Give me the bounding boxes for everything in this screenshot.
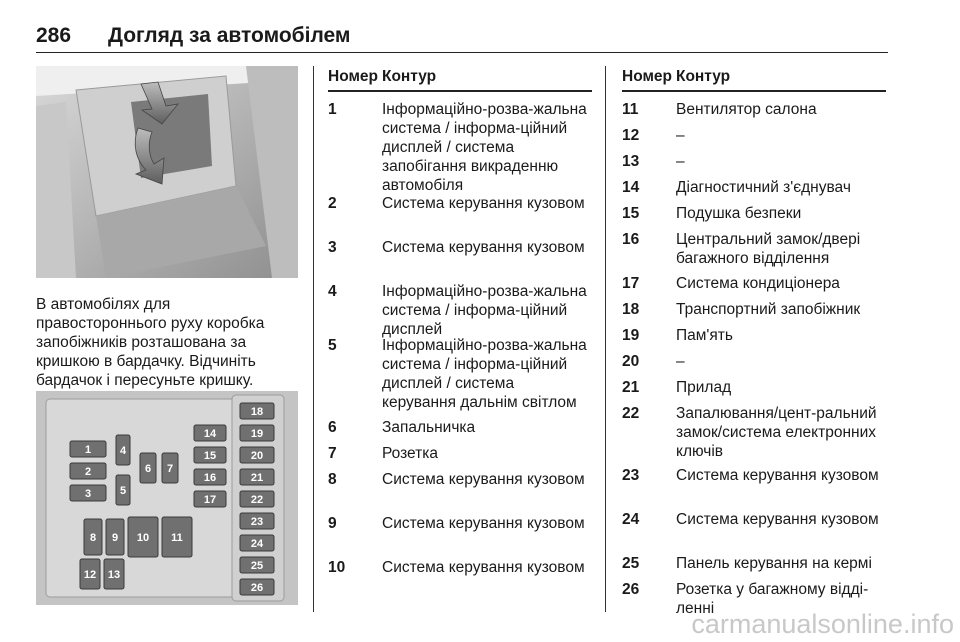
caption-text: В автомобілях для правостороннього руху коробка запобіжників розташована за кришкою в бардачку. Відчиніть бардачок і пересуньте кришку. bbox=[36, 296, 265, 389]
fuse-label: 11 bbox=[171, 532, 183, 544]
fuse-label: 23 bbox=[250, 516, 264, 528]
page-title: Догляд за автомобілем bbox=[108, 24, 351, 47]
fuse-label: 15 bbox=[203, 450, 217, 462]
page-header bbox=[36, 22, 888, 53]
fuse-label: 17 bbox=[203, 494, 217, 506]
fuse-label: 5 bbox=[119, 485, 127, 497]
table-header bbox=[328, 68, 592, 92]
fuse-label: 8 bbox=[89, 532, 97, 544]
header-circuit: Контур bbox=[676, 68, 731, 85]
fuse-label: 9 bbox=[111, 532, 119, 544]
header-circuit: Контур bbox=[382, 68, 437, 85]
fuse-label: 12 bbox=[83, 569, 97, 581]
header-number: Номер bbox=[328, 68, 379, 85]
fuse-label: 22 bbox=[250, 494, 264, 506]
fuse-table-left: Номер Контур 1 Інформаційно-розва-жальна система / інформа-ційний дисплей / система запобігання викраденню автомобіля 2 Система керування кузовом 3 Система керування кузовом 4 Інформаційно-розва-жальна система / інформа-ційний дисплей 5 Інформаційно-розва-жальна система / інформа-ційний дисплей / система керування дальнім світлом 6 Запальничка 7 Розетка 8 Система керування кузовом 9 Система керування кузовом 10 Система керування кузовом bbox=[328, 68, 592, 608]
table-header bbox=[622, 68, 886, 92]
fuse-label: 4 bbox=[119, 445, 127, 457]
fuse-label: 26 bbox=[250, 582, 264, 594]
fuse-label: 1 bbox=[84, 444, 92, 456]
fuse-label: 14 bbox=[203, 428, 217, 440]
fuse-label: 13 bbox=[107, 569, 121, 581]
fuse-label: 7 bbox=[166, 463, 174, 475]
watermark-text: carmanualsonline.info bbox=[691, 609, 954, 639]
fuse-label: 25 bbox=[250, 560, 264, 572]
fuse-label: 6 bbox=[144, 463, 152, 475]
fuse-label: 19 bbox=[250, 428, 264, 440]
fuse-label: 24 bbox=[250, 538, 264, 550]
fuse-label: 21 bbox=[250, 472, 264, 484]
fuse-label: 16 bbox=[203, 472, 217, 484]
fuse-table-right: Номер Контур 11 Вентилятор салона 12 – 13 – 14 Діагностичний з'єднувач 15 Подушка безпеки 16 Центральний замок/двері багажного відділення 17 Система кондиціонера 18 Транспортний запобіжник 19 Пам'ять 20 – 21 Прилад 22 Запалювання/цент-ральний замок/система електронних ключів 23 Система керування кузовом 24 Система керування кузовом 25 Панель керування на кермі 26 Розетка у багажному відді-ленні bbox=[622, 68, 886, 628]
fuse-label: 20 bbox=[250, 450, 264, 462]
page-number: 286 bbox=[36, 24, 72, 47]
fuse-label: 2 bbox=[84, 466, 92, 478]
fuse-label: 18 bbox=[250, 406, 264, 418]
column-divider-right bbox=[605, 66, 606, 612]
glovebox-photo bbox=[36, 66, 298, 278]
column-divider-left bbox=[313, 66, 314, 612]
fuse-label: 10 bbox=[136, 532, 150, 544]
fuse-label: 3 bbox=[84, 488, 92, 500]
header-number: Номер bbox=[622, 68, 673, 85]
fuse-box-diagram bbox=[36, 391, 298, 605]
